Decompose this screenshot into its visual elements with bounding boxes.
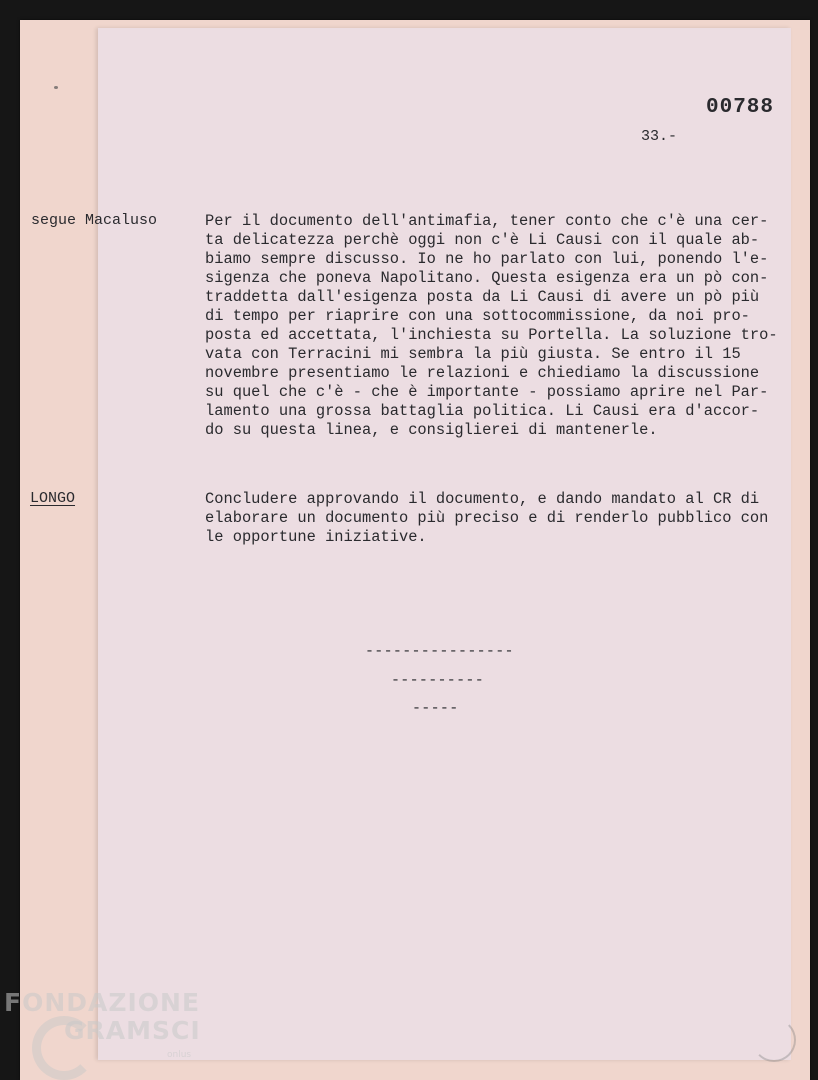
corner-stamp-mark <box>752 1018 796 1062</box>
watermark-line-2: GRAMSCI <box>64 1016 201 1045</box>
text-line: di tempo per riaprire con una sottocommissione, da noi pro- <box>205 307 750 325</box>
watermark-line-1: FONDAZIONE <box>4 988 201 1017</box>
text-line: traddetta dall'esigenza posta da Li Causi di avere un pò più <box>205 288 760 306</box>
closing-dash-line: ---------------- <box>365 643 514 660</box>
speech-paragraph-longo <box>205 490 795 547</box>
text-line: do su questa linea, e consiglierei di mantenerle. <box>205 421 658 439</box>
text-line: le opportune iniziative. <box>205 528 427 546</box>
closing-dash-line: ---------- <box>391 672 485 689</box>
text-line: posta ed accettata, l'inchiesta su Portella. La soluzione tro- <box>205 326 778 344</box>
speaker-label-macaluso: segue Macaluso <box>31 212 158 229</box>
text-line: novembre presentiamo le relazioni e chiediamo la discussione <box>205 364 760 382</box>
page-number: 33.- <box>641 128 678 145</box>
text-line: elaborare un documento più preciso e di renderlo pubblico con <box>205 509 769 527</box>
text-line: vata con Terracini mi sembra la più giusta. Se entro il 15 <box>205 345 741 363</box>
speech-paragraph-macaluso <box>205 212 795 440</box>
text-line: biamo sempre discusso. Io ne ho parlato con lui, ponendo l'e- <box>205 250 769 268</box>
fondazione-gramsci-watermark <box>4 988 204 1078</box>
show-through-bleed <box>400 34 760 94</box>
speaker-label-longo: LONGO <box>30 490 76 507</box>
text-line: Per il documento dell'antimafia, tener conto che c'è una cer- <box>205 212 769 230</box>
text-line: sigenza che poneva Napolitano. Questa esigenza era un pò con- <box>205 269 769 287</box>
watermark-line-3: onlus <box>167 1050 192 1060</box>
text-line: su quel che c'è - che è importante - possiamo aprire nel Par- <box>205 383 769 401</box>
closing-dash-line: ----- <box>412 700 459 717</box>
text-line: lamento una grossa battaglia politica. Li Causi era d'accor- <box>205 402 760 420</box>
paper-speck <box>54 86 58 89</box>
text-line: Concludere approvando il documento, e dando mandato al CR di <box>205 490 760 508</box>
document-number: 00788 <box>706 96 775 119</box>
text-line: ta delicatezza perchè oggi non c'è Li Causi con il quale ab- <box>205 231 760 249</box>
